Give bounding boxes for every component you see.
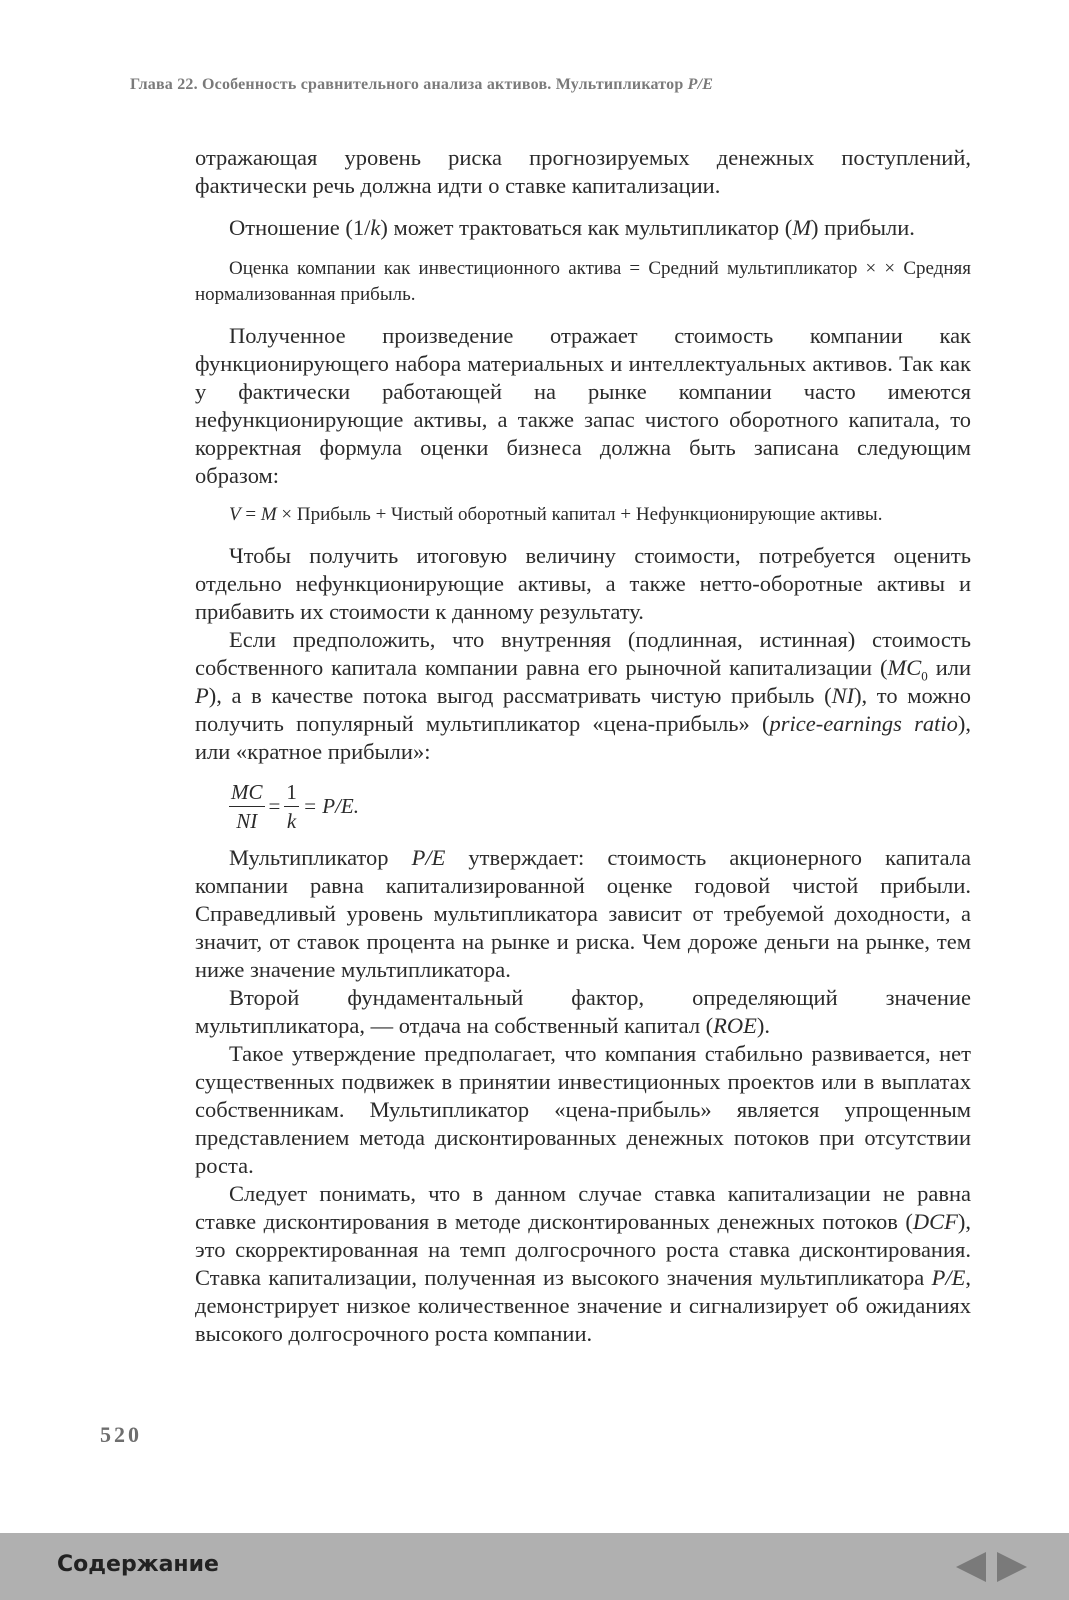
navigation-bar <box>0 1533 1069 1600</box>
paragraph-intrinsic-value <box>195 626 971 766</box>
contents-link[interactable]: Содержание <box>57 1552 219 1577</box>
text-run: Отношение (1/ <box>229 215 371 240</box>
text-run: × Прибыль + Чистый оборотный капитал + Нефункционирующие активы. <box>276 504 883 525</box>
text-run: Второй фундаментальный фактор, определяющий значение мультипликатора, — отдача на собственный капитал ( <box>195 985 971 1038</box>
fraction-one-k <box>284 780 299 833</box>
term-dcf: DCF <box>912 1209 958 1234</box>
equation-pe <box>229 774 971 838</box>
text-run: Следует понимать, что в данном случае ставка капитализации не равна ставке дисконтирования в методе дисконтированных денежных потоков ( <box>195 1181 971 1234</box>
text-run: ) прибыли. <box>811 215 915 240</box>
paragraph-total-value: Чтобы получить итоговую величину стоимости, потребуется оценить отдельно нефункционирующие активы, а также нетто-оборотные активы и прибавить их стоимости к данному результату. <box>195 543 971 624</box>
running-head-italic: P/E <box>687 76 714 93</box>
var-v: V <box>229 504 241 525</box>
paragraph-pe-meaning <box>195 844 971 984</box>
var-k: k <box>370 215 381 240</box>
text-run: ), а в качестве потока выгод рассматривать чистую прибыль ( <box>208 683 832 708</box>
formula-business-value <box>195 502 971 528</box>
fraction-mc-ni <box>229 780 265 833</box>
text-run: Если предположить, что внутренняя (подлинная, истинная) стоимость собственного капитала компании равна его рыночной капитализации ( <box>195 627 971 680</box>
text-run: = <box>240 504 261 525</box>
term-price-earnings: price-earnings ratio <box>769 711 958 736</box>
text-run: ), это скорректированная на темп долгосрочного роста ставка дисконтирования. Ставка капитализации, полученная из высокого значения мультипликатора <box>195 1209 971 1290</box>
fraction-denominator: NI <box>236 808 258 833</box>
page-number: 520 <box>100 1422 142 1447</box>
text-run: ) может трактоваться как мультипликатор ( <box>380 215 793 240</box>
term-roe: ROE <box>713 1013 757 1038</box>
running-head <box>130 76 713 94</box>
var-m: M <box>260 504 277 525</box>
term-pe: P/E <box>931 1265 966 1290</box>
paragraph-capitalization-rate <box>195 1180 971 1348</box>
equation-result: = P/E. <box>302 793 360 818</box>
fraction-numerator: MC <box>229 780 265 807</box>
text-run: или <box>927 655 972 680</box>
paragraph-continuation: отражающая уровень риска прогнозируемых денежных поступлений, фактически речь должна идти о ставке капитализации. <box>195 145 971 198</box>
paragraph-ratio <box>195 214 971 242</box>
equals-sign: = <box>268 793 281 818</box>
page-body <box>195 144 971 1348</box>
subscript-zero: 0 <box>921 668 928 684</box>
text-run: ). <box>756 1013 771 1038</box>
triangle-left-icon[interactable] <box>954 1551 988 1583</box>
text-run: ), то можно получить популярный мультипликатор «цена-прибыль» ( <box>195 683 971 736</box>
formula-valuation: Оценка компании как инвестиционного актива = Средний мультипликатор × × Средняя нормализованная прибыль. <box>195 258 971 305</box>
term-pe: P/E <box>411 845 446 870</box>
var-p: P <box>195 683 209 708</box>
var-ni: NI <box>831 683 855 708</box>
text-run: ), или «кратное прибыли»: <box>195 711 971 764</box>
paragraph-product: Полученное произведение отражает стоимость компании как функционирующего набора материальных и интеллектуальных активов. Так как у фактически работающей на рынке компании часто имеются нефункционирующие активы, а также запас чистого оборотного капитала, то корректная формула оценки бизнеса должна быть записана следующим образом: <box>195 323 971 488</box>
text-run: Мультипликатор <box>229 845 412 870</box>
var-m: M <box>792 215 812 240</box>
paragraph-stability: Такое утверждение предполагает, что компания стабильно развивается, нет существенных подвижек в принятии инвестиционных проектов или в выплатах собственникам. Мультипликатор «цена-прибыль» является упрощенным представлением метода дисконтированных денежных потоков при отсутствии роста. <box>195 1041 971 1178</box>
var-mc: MC <box>887 655 922 680</box>
paragraph-roe <box>195 984 971 1040</box>
running-head-text: Глава 22. Особенность сравнительного анализа активов. Мультипликатор <box>130 76 688 93</box>
text-run: , демонстрирует низкое количественное значение и сигнализирует об ожиданиях высокого долгосрочного роста компании. <box>195 1265 971 1346</box>
triangle-right-icon[interactable] <box>995 1551 1029 1583</box>
fraction-denominator: k <box>286 808 297 833</box>
text-run: утверждает: стоимость акционерного капитала компании равна капитализированной оценке годовой чистой прибыли. Справедливый уровень мультипликатора зависит от требуемой доходности, а значит, от ставок процента на рынке и риска. Чем дороже деньги на рынке, тем ниже значение мультипликатора. <box>195 845 971 982</box>
fraction-numerator: 1 <box>284 780 299 807</box>
